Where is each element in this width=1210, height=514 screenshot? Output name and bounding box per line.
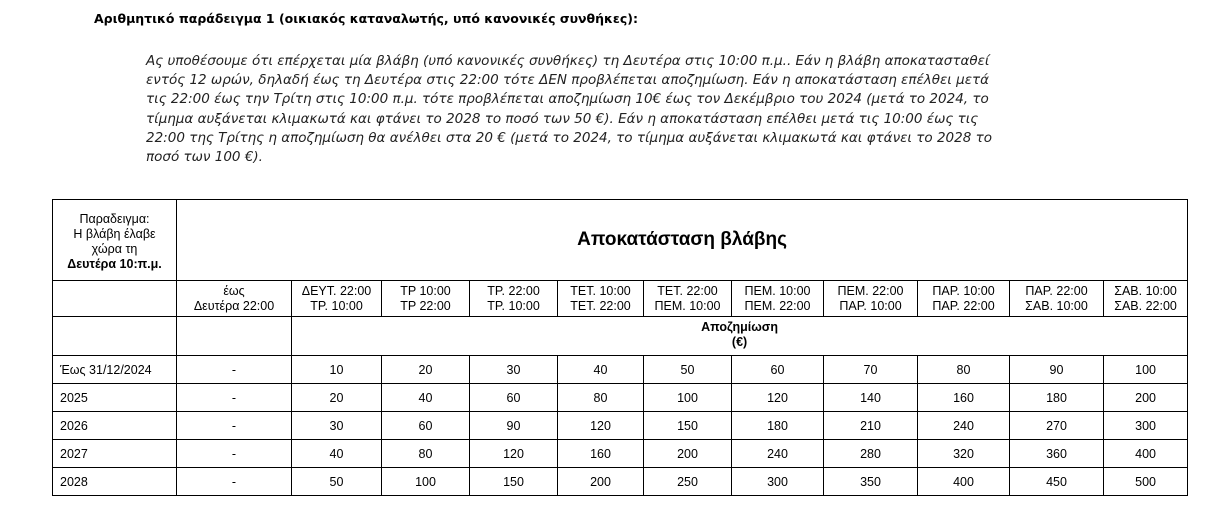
paragraph-line: τίμημα αυξάνεται κλιμακωτά και φτάνει το 2028 το ποσό των 50 €). Εάν η αποκατάσταση επέλθει μετά τις 10:00 έως τις — [146, 110, 979, 127]
table-cell: 80 — [558, 384, 644, 412]
unit-header — [292, 317, 1188, 356]
table-cell: 100 — [1104, 356, 1188, 384]
paragraph-line: ποσό των 100 €). — [146, 149, 263, 166]
unit-symbol: (€) — [731, 335, 748, 349]
column-header — [558, 281, 644, 317]
table-cell: - — [177, 356, 292, 384]
table-cell: 80 — [382, 440, 470, 468]
column-header-line: ΠΕΜ. 22:00 — [744, 298, 811, 313]
table-cell: 350 — [824, 468, 918, 496]
row-label: 2027 — [53, 440, 177, 468]
table-cell: 450 — [1010, 468, 1104, 496]
unit-label: Αποζημίωση — [701, 320, 778, 334]
table-cell: 120 — [558, 412, 644, 440]
table-cell: 210 — [824, 412, 918, 440]
table-cell: 250 — [644, 468, 732, 496]
table-cell: 30 — [292, 412, 382, 440]
table-cell: 320 — [918, 440, 1010, 468]
table-cell: 240 — [918, 412, 1010, 440]
table-cell: - — [177, 468, 292, 496]
column-header-line: έως — [223, 283, 245, 298]
table-cell: 100 — [644, 384, 732, 412]
table-body — [53, 356, 1188, 496]
table-cell: 200 — [644, 440, 732, 468]
column-header — [644, 281, 732, 317]
table-cell: 20 — [382, 356, 470, 384]
table-cell: 300 — [732, 468, 824, 496]
table-cell: - — [177, 412, 292, 440]
column-header-line: ΠΕΜ. 22:00 — [837, 283, 904, 298]
table-cell: 120 — [732, 384, 824, 412]
row-label: 2026 — [53, 412, 177, 440]
column-header — [470, 281, 558, 317]
column-header-line: Δευτέρα 22:00 — [193, 298, 275, 313]
column-header-line: ΤΡ. 10:00 — [310, 298, 363, 313]
table-cell: 160 — [918, 384, 1010, 412]
table-row — [53, 412, 1188, 440]
table-cell: 90 — [470, 412, 558, 440]
column-header-line: ΠΑΡ. 10:00 — [839, 298, 902, 313]
table-cell: 280 — [824, 440, 918, 468]
corner-line: Παραδειγμα: — [79, 212, 150, 226]
column-header — [1010, 281, 1104, 317]
table-cell: 20 — [292, 384, 382, 412]
table-cell: 60 — [470, 384, 558, 412]
row-label: 2025 — [53, 384, 177, 412]
column-header-line: ΤΡ. 10:00 — [487, 298, 540, 313]
column-header-row — [53, 281, 1188, 317]
table-cell: 300 — [1104, 412, 1188, 440]
table-cell: 200 — [1104, 384, 1188, 412]
table-cell: 40 — [292, 440, 382, 468]
table-cell: 60 — [382, 412, 470, 440]
table-title: Αποκατάσταση βλάβης — [177, 200, 1188, 281]
table-cell: 30 — [470, 356, 558, 384]
blank-unit-cell — [53, 317, 177, 356]
example-paragraph — [146, 52, 1061, 167]
table-cell: 80 — [918, 356, 1010, 384]
compensation-table — [52, 199, 1188, 496]
paragraph-line: Ας υποθέσουμε ότι επέρχεται μία βλάβη (υπό κανονικές συνθήκες) τη Δευτέρα στις 10:00 π.μ.. Εάν η βλάβη αποκατασταθεί — [146, 53, 990, 69]
unit-row — [53, 317, 1188, 356]
paragraph-line: τις 22:00 έως την Τρίτη στις 10:00 π.μ. τότε προβλέπεται αποζημίωση 10€ έως τον Δεκέμβριο του 2024 (μετά το 2024, το — [146, 91, 989, 108]
table-cell: 50 — [292, 468, 382, 496]
table-cell: 90 — [1010, 356, 1104, 384]
table-cell: 180 — [732, 412, 824, 440]
table-row — [53, 440, 1188, 468]
column-header-line: ΤΕΤ. 10:00 — [570, 283, 631, 298]
paragraph-line: εντός 12 ωρών, δηλαδή έως τη Δευτέρα στις 22:00 τότε ΔΕΝ προβλέπεται αποζημίωση. Εάν η αποκατάσταση επέλθει μετά — [146, 72, 990, 89]
example-heading: Αριθμητικό παράδειγμα 1 (οικιακός καταναλωτής, υπό κανονικές συνθήκες): — [94, 11, 638, 26]
table-cell: 180 — [1010, 384, 1104, 412]
column-header-line: ΤΡ 10:00 — [400, 283, 451, 298]
column-header-line: ΤΡ 22:00 — [400, 298, 451, 313]
table-cell: - — [177, 384, 292, 412]
column-header-line: ΣΑΒ. 10:00 — [1025, 298, 1088, 313]
column-header — [824, 281, 918, 317]
table-cell: 50 — [644, 356, 732, 384]
column-header — [1104, 281, 1188, 317]
table-cell: 40 — [382, 384, 470, 412]
row-label: 2028 — [53, 468, 177, 496]
corner-line: Η βλάβη έλαβε — [73, 227, 156, 241]
table-cell: 160 — [558, 440, 644, 468]
table-cell: 10 — [292, 356, 382, 384]
table-cell: 240 — [732, 440, 824, 468]
column-header — [177, 281, 292, 317]
table-cell: 120 — [470, 440, 558, 468]
column-header — [732, 281, 824, 317]
column-header — [918, 281, 1010, 317]
corner-line: Δευτέρα 10:π.μ. — [67, 257, 162, 271]
table-row — [53, 468, 1188, 496]
table-cell: 500 — [1104, 468, 1188, 496]
table-cell: 40 — [558, 356, 644, 384]
table-row — [53, 356, 1188, 384]
table-cell: 60 — [732, 356, 824, 384]
paragraph-line: 22:00 της Τρίτης η αποζημίωση θα ανέλθει στα 20 € (μετά το 2024, το τίμημα αυξάνεται κλιμακωτά και φτάνει το 2028 το — [146, 129, 992, 146]
table-cell: 400 — [918, 468, 1010, 496]
table-cell: 270 — [1010, 412, 1104, 440]
column-header-line: ΤΕΤ. 22:00 — [657, 283, 718, 298]
row-label: Έως 31/12/2024 — [53, 356, 177, 384]
table-cell: 150 — [470, 468, 558, 496]
table-cell: 150 — [644, 412, 732, 440]
table-cell: 360 — [1010, 440, 1104, 468]
column-header-line: ΤΕΤ. 22:00 — [570, 298, 631, 313]
table-row — [53, 384, 1188, 412]
column-header-line: ΔΕΥΤ. 22:00 — [301, 283, 372, 298]
column-header-line: ΣΑΒ. 22:00 — [1114, 298, 1177, 313]
column-header-line: ΤΡ. 22:00 — [487, 283, 540, 298]
column-header-line: ΠΑΡ. 22:00 — [1025, 283, 1088, 298]
column-header-line: ΣΑΒ. 10:00 — [1114, 283, 1177, 298]
table-cell: 100 — [382, 468, 470, 496]
column-header-line: ΠΑΡ. 10:00 — [932, 283, 995, 298]
table-cell: 400 — [1104, 440, 1188, 468]
column-header-line: ΠΕΜ. 10:00 — [654, 298, 721, 313]
column-header-line: ΠΑΡ. 22:00 — [932, 298, 995, 313]
example-corner-cell — [53, 200, 177, 281]
blank-unit-cell — [177, 317, 292, 356]
table-cell: 200 — [558, 468, 644, 496]
column-header — [292, 281, 382, 317]
table-cell: - — [177, 440, 292, 468]
table-cell: 140 — [824, 384, 918, 412]
column-header — [382, 281, 470, 317]
table-cell: 70 — [824, 356, 918, 384]
title-row — [53, 200, 1188, 281]
column-header-line: ΠΕΜ. 10:00 — [744, 283, 811, 298]
blank-header-cell — [53, 281, 177, 317]
corner-line: χώρα τη — [91, 242, 138, 256]
